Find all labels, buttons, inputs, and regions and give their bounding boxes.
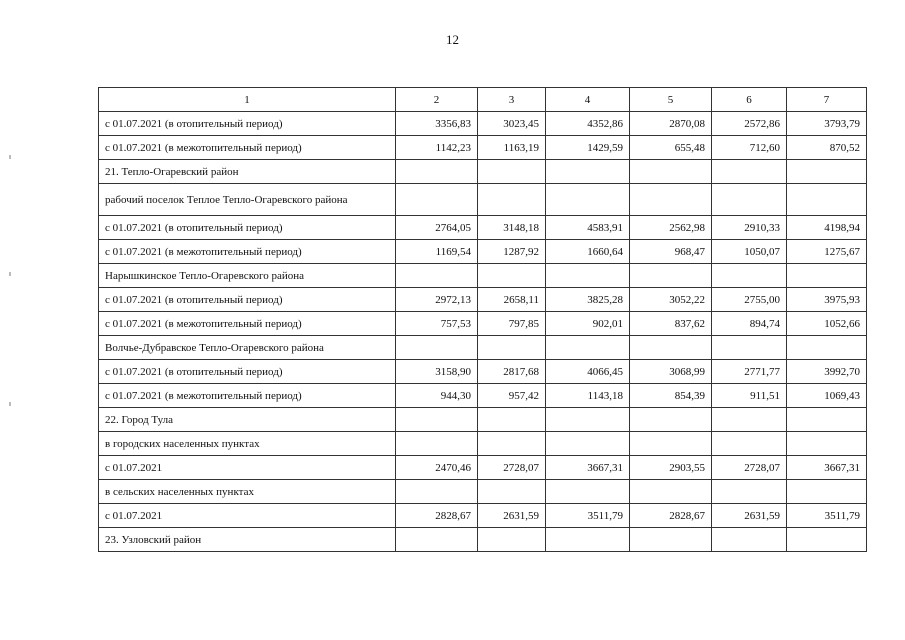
table-cell <box>546 160 630 184</box>
table-cell: 1169,54 <box>396 240 478 264</box>
table-row <box>99 384 867 408</box>
table-cell <box>630 432 712 456</box>
table-cell <box>546 408 630 432</box>
table-cell: 837,62 <box>630 312 712 336</box>
table-cell: 2631,59 <box>478 504 546 528</box>
table-cell: 3667,31 <box>546 456 630 480</box>
table-cell <box>478 408 546 432</box>
row-label: с 01.07.2021 (в отопительный период) <box>99 288 396 312</box>
column-header: 1 <box>99 88 396 112</box>
row-label: с 01.07.2021 (в отопительный период) <box>99 216 396 240</box>
table-cell: 2728,07 <box>712 456 787 480</box>
row-label: Нарышкинское Тепло-Огаревского района <box>99 264 396 288</box>
row-label: с 01.07.2021 (в межотопительный период) <box>99 384 396 408</box>
table-row <box>99 336 867 360</box>
table-row <box>99 504 867 528</box>
table-row <box>99 216 867 240</box>
table-cell: 2828,67 <box>396 504 478 528</box>
table-cell: 957,42 <box>478 384 546 408</box>
table-cell <box>712 408 787 432</box>
table-cell <box>712 264 787 288</box>
table-cell: 2572,86 <box>712 112 787 136</box>
table-cell: 2828,67 <box>630 504 712 528</box>
table-cell <box>478 160 546 184</box>
table-row <box>99 312 867 336</box>
row-label: рабочий поселок Теплое Тепло-Огаревского района <box>99 184 396 216</box>
table-cell: 1069,43 <box>787 384 867 408</box>
table-cell: 797,85 <box>478 312 546 336</box>
column-header: 5 <box>630 88 712 112</box>
table-row <box>99 288 867 312</box>
column-header: 4 <box>546 88 630 112</box>
table-cell <box>478 432 546 456</box>
table-cell <box>546 336 630 360</box>
table-cell: 902,01 <box>546 312 630 336</box>
table-cell: 1660,64 <box>546 240 630 264</box>
table-cell <box>787 184 867 216</box>
table-cell: 2755,00 <box>712 288 787 312</box>
margin-mark <box>9 402 11 406</box>
table-cell: 1143,18 <box>546 384 630 408</box>
table-cell: 2972,13 <box>396 288 478 312</box>
row-label: 23. Узловский район <box>99 528 396 552</box>
table-cell: 2817,68 <box>478 360 546 384</box>
row-label: 21. Тепло-Огаревский район <box>99 160 396 184</box>
table-cell: 2658,11 <box>478 288 546 312</box>
row-label: с 01.07.2021 (в межотопительный период) <box>99 136 396 160</box>
table-cell: 3825,28 <box>546 288 630 312</box>
table-cell <box>396 432 478 456</box>
table-cell <box>546 480 630 504</box>
row-label: с 01.07.2021 (в отопительный период) <box>99 360 396 384</box>
column-header: 2 <box>396 88 478 112</box>
page-number: 12 <box>446 32 459 47</box>
table-cell <box>546 264 630 288</box>
table-cell <box>396 264 478 288</box>
table-cell <box>712 336 787 360</box>
table-cell <box>787 336 867 360</box>
table-row <box>99 184 867 216</box>
table-row <box>99 408 867 432</box>
row-label: с 01.07.2021 (в отопительный период) <box>99 112 396 136</box>
table-cell <box>712 528 787 552</box>
table-cell <box>787 264 867 288</box>
table-row <box>99 160 867 184</box>
table-row <box>99 136 867 160</box>
table-cell: 894,74 <box>712 312 787 336</box>
table-cell: 4198,94 <box>787 216 867 240</box>
row-label: с 01.07.2021 <box>99 504 396 528</box>
table-row <box>99 264 867 288</box>
table-cell: 3356,83 <box>396 112 478 136</box>
table-cell: 3793,79 <box>787 112 867 136</box>
table-cell: 4583,91 <box>546 216 630 240</box>
table-cell <box>712 184 787 216</box>
row-label: 22. Город Тула <box>99 408 396 432</box>
table-cell: 3667,31 <box>787 456 867 480</box>
table-cell: 4352,86 <box>546 112 630 136</box>
table-cell <box>478 528 546 552</box>
table-cell: 1287,92 <box>478 240 546 264</box>
row-label: в сельских населенных пунктах <box>99 480 396 504</box>
table-cell: 4066,45 <box>546 360 630 384</box>
table-cell: 2910,33 <box>712 216 787 240</box>
margin-mark <box>9 272 11 276</box>
table-cell: 3052,22 <box>630 288 712 312</box>
table-row <box>99 240 867 264</box>
column-header: 7 <box>787 88 867 112</box>
table-cell: 1163,19 <box>478 136 546 160</box>
table-cell <box>396 184 478 216</box>
table-cell: 3148,18 <box>478 216 546 240</box>
table-row <box>99 360 867 384</box>
table-cell <box>546 184 630 216</box>
table-row <box>99 456 867 480</box>
table-cell <box>712 160 787 184</box>
row-label: с 01.07.2021 (в межотопительный период) <box>99 240 396 264</box>
table-cell <box>630 160 712 184</box>
table-cell <box>546 432 630 456</box>
table-cell: 911,51 <box>712 384 787 408</box>
table-cell: 1429,59 <box>546 136 630 160</box>
table-cell <box>546 528 630 552</box>
table-cell <box>787 480 867 504</box>
table-cell: 854,39 <box>630 384 712 408</box>
table-cell <box>787 528 867 552</box>
table-cell <box>478 264 546 288</box>
table-cell <box>630 184 712 216</box>
table-cell: 870,52 <box>787 136 867 160</box>
margin-mark <box>9 155 11 159</box>
table-cell: 757,53 <box>396 312 478 336</box>
table-cell: 712,60 <box>712 136 787 160</box>
table-cell: 2631,59 <box>712 504 787 528</box>
table-row <box>99 432 867 456</box>
row-label: с 01.07.2021 (в межотопительный период) <box>99 312 396 336</box>
table-cell <box>396 408 478 432</box>
table-cell: 1050,07 <box>712 240 787 264</box>
table-row <box>99 112 867 136</box>
table-cell <box>787 408 867 432</box>
table-cell: 655,48 <box>630 136 712 160</box>
table-cell <box>630 528 712 552</box>
table-cell: 2470,46 <box>396 456 478 480</box>
table-cell: 2870,08 <box>630 112 712 136</box>
table-cell <box>396 480 478 504</box>
table-cell: 3023,45 <box>478 112 546 136</box>
table-cell <box>478 336 546 360</box>
table-cell: 1275,67 <box>787 240 867 264</box>
table-row <box>99 528 867 552</box>
table-cell <box>630 336 712 360</box>
table-cell: 3511,79 <box>546 504 630 528</box>
table-cell: 2771,77 <box>712 360 787 384</box>
table-cell <box>396 336 478 360</box>
table-cell <box>630 264 712 288</box>
table-cell: 2903,55 <box>630 456 712 480</box>
row-label: Волчье-Дубравское Тепло-Огаревского района <box>99 336 396 360</box>
table-cell <box>630 408 712 432</box>
table-cell: 2764,05 <box>396 216 478 240</box>
table-cell: 3068,99 <box>630 360 712 384</box>
table-cell <box>712 432 787 456</box>
table-cell <box>712 480 787 504</box>
row-label: с 01.07.2021 <box>99 456 396 480</box>
table-cell: 3511,79 <box>787 504 867 528</box>
table-cell: 944,30 <box>396 384 478 408</box>
tariff-table <box>98 87 867 552</box>
table-cell: 3992,70 <box>787 360 867 384</box>
table-cell <box>787 432 867 456</box>
table-cell: 3158,90 <box>396 360 478 384</box>
table-cell: 1052,66 <box>787 312 867 336</box>
table-cell: 968,47 <box>630 240 712 264</box>
table-cell <box>787 160 867 184</box>
table-cell <box>630 480 712 504</box>
table-cell <box>478 184 546 216</box>
column-header: 6 <box>712 88 787 112</box>
row-label: в городских населенных пунктах <box>99 432 396 456</box>
table-cell: 2562,98 <box>630 216 712 240</box>
table-row <box>99 480 867 504</box>
table-header-row <box>99 88 867 112</box>
column-header: 3 <box>478 88 546 112</box>
table-cell: 2728,07 <box>478 456 546 480</box>
table-cell: 1142,23 <box>396 136 478 160</box>
table-cell <box>396 160 478 184</box>
table-cell <box>478 480 546 504</box>
table-cell <box>396 528 478 552</box>
table-cell: 3975,93 <box>787 288 867 312</box>
